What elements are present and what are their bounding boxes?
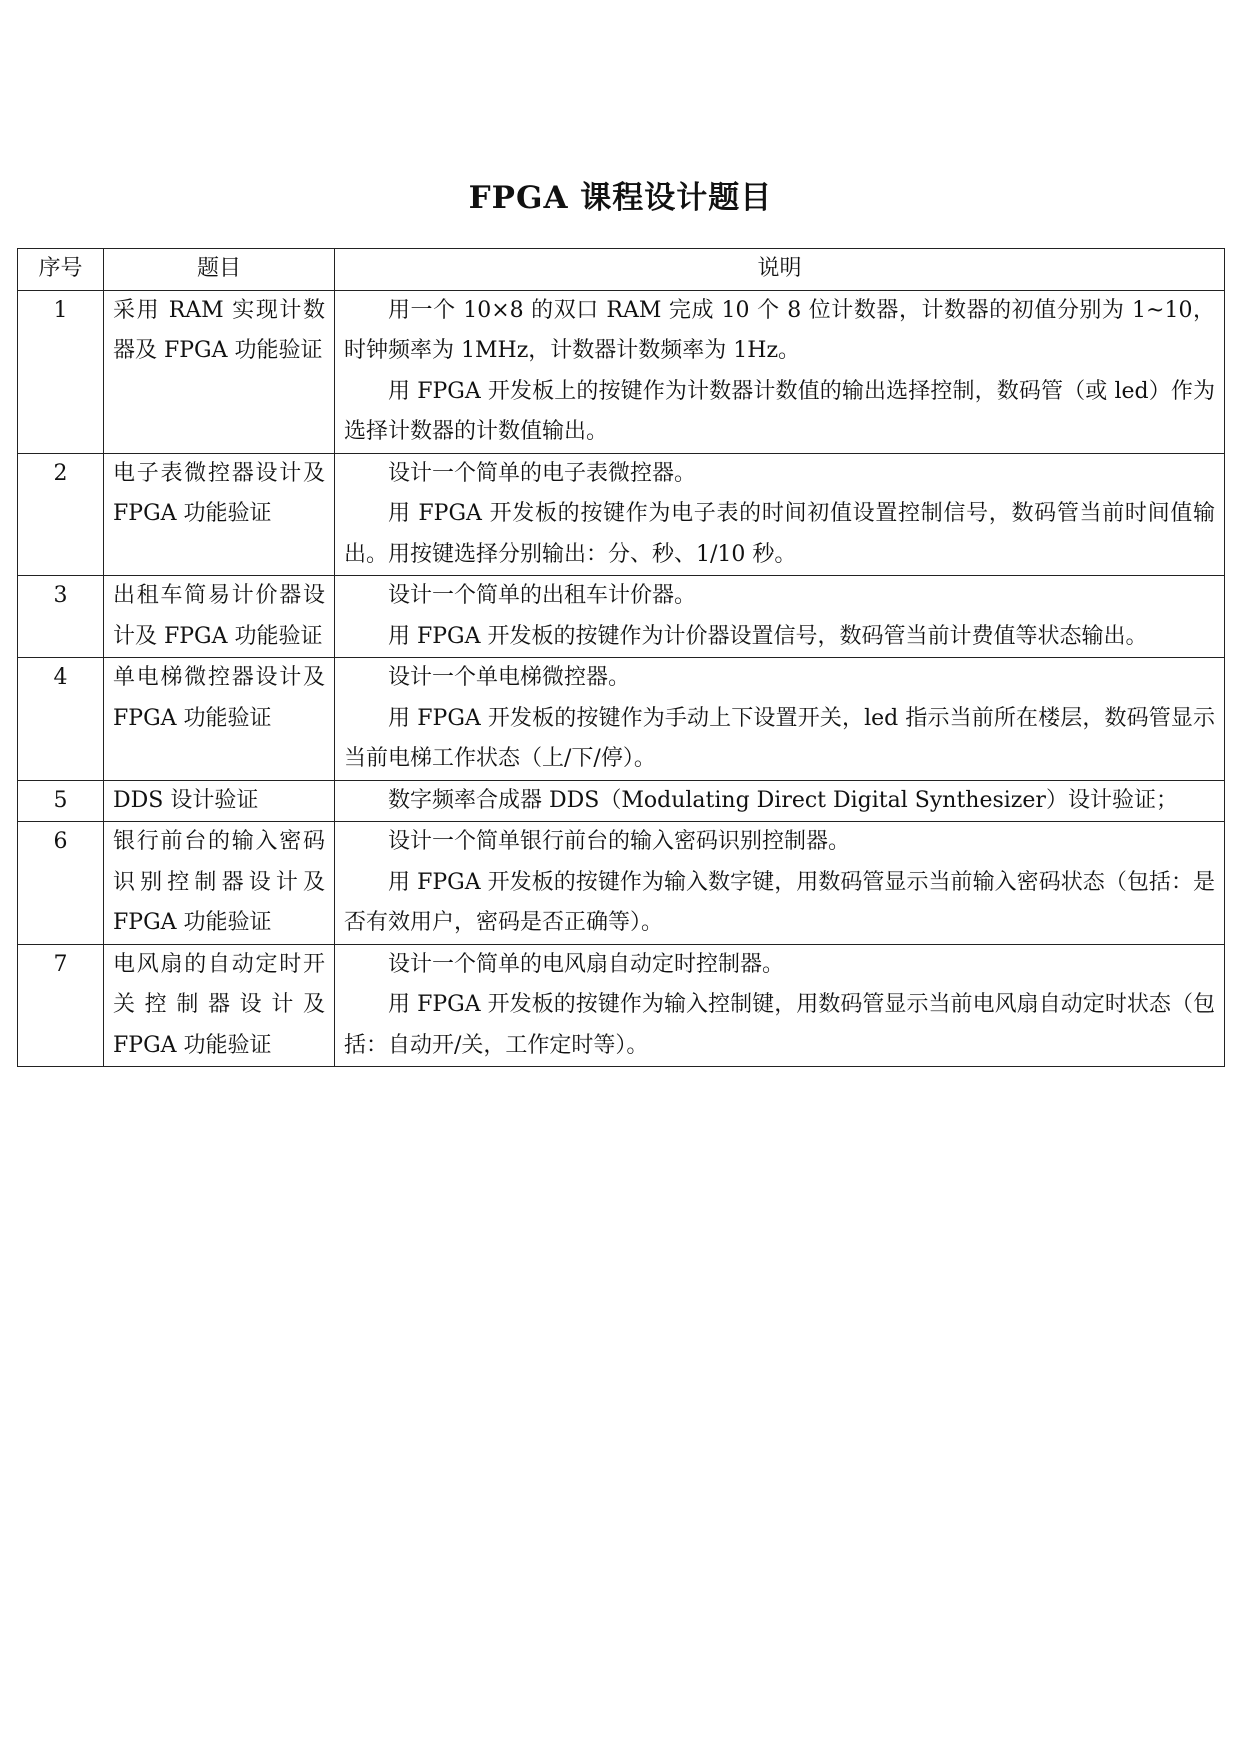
row-number: 2	[18, 453, 104, 576]
description-paragraph: 用 FPGA 开发板的按键作为输入控制键，用数码管显示当前电风扇自动定时状态（包括：自动开/关，工作定时等）。	[344, 992, 1215, 1058]
header-title: 题目	[104, 249, 335, 291]
page-title: FPGA 课程设计题目	[468, 180, 773, 216]
description-paragraph: 设计一个单电梯微控器。	[388, 665, 631, 690]
table-row	[18, 290, 1225, 453]
row-number: 7	[18, 944, 104, 1067]
row-number: 1	[18, 290, 104, 453]
table-row	[18, 453, 1225, 576]
row-number: 4	[18, 658, 104, 781]
row-title: 单电梯微控器设计及 FPGA 功能验证	[104, 658, 335, 781]
row-title: 出租车简易计价器设计及 FPGA 功能验证	[104, 576, 335, 658]
description-paragraph: 用 FPGA 开发板的按键作为输入数字键，用数码管显示当前输入密码状态（包括：是否有效用户，密码是否正确等）。	[344, 869, 1215, 935]
row-number: 5	[18, 780, 104, 822]
description-paragraph: 用 FPGA 开发板上的按键作为计数器计数值的输出选择控制，数码管（或 led）作为选择计数器的计数值输出。	[344, 378, 1215, 444]
table-header-row	[18, 249, 1225, 291]
row-description	[335, 453, 1225, 576]
row-title: 电子表微控器设计及 FPGA 功能验证	[104, 453, 335, 576]
table-row	[18, 822, 1225, 945]
table-row	[18, 658, 1225, 781]
description-paragraph: 用 FPGA 开发板的按键作为手动上下设置开关，led 指示当前所在楼层，数码管显示当前电梯工作状态（上/下/停）。	[344, 705, 1215, 771]
row-title: 采用 RAM 实现计数器及 FPGA 功能验证	[104, 290, 335, 453]
row-number: 6	[18, 822, 104, 945]
row-description	[335, 576, 1225, 658]
row-description	[335, 780, 1225, 822]
table-row	[18, 780, 1225, 822]
description-paragraph: 用 FPGA 开发板的按键作为电子表的时间初值设置控制信号，数码管当前时间值输出。用按键选择分别输出：分、秒、1/10 秒。	[344, 501, 1215, 567]
row-description	[335, 822, 1225, 945]
description-paragraph: 用一个 10×8 的双口 RAM 完成 10 个 8 位计数器，计数器的初值分别为 1~10，时钟频率为 1MHz，计数器计数频率为 1Hz。	[344, 297, 1215, 363]
row-description	[335, 658, 1225, 781]
description-paragraph: 设计一个简单的电风扇自动定时控制器。	[388, 951, 785, 977]
row-description	[335, 944, 1225, 1067]
row-number: 3	[18, 576, 104, 658]
table-row	[18, 944, 1225, 1067]
topics-table	[17, 248, 1225, 1067]
description-paragraph: 数字频率合成器 DDS（Modulating Direct Digital Synthesizer）设计验证；	[388, 787, 1178, 813]
description-paragraph: 设计一个简单银行前台的输入密码识别控制器。	[388, 829, 851, 854]
table-row	[18, 576, 1225, 658]
header-number: 序号	[18, 249, 104, 291]
row-title: 电风扇的自动定时开关控制器设计及 FPGA 功能验证	[104, 944, 335, 1067]
header-description: 说明	[335, 249, 1225, 291]
row-title: 银行前台的输入密码识别控制器设计及 FPGA 功能验证	[104, 822, 335, 945]
row-description	[335, 290, 1225, 453]
description-paragraph: 用 FPGA 开发板的按键作为计价器设置信号，数码管当前计费值等状态输出。	[388, 623, 1148, 649]
row-title: DDS 设计验证	[104, 780, 335, 822]
description-paragraph: 设计一个简单的出租车计价器。	[388, 583, 697, 608]
description-paragraph: 设计一个简单的电子表微控器。	[388, 460, 697, 486]
